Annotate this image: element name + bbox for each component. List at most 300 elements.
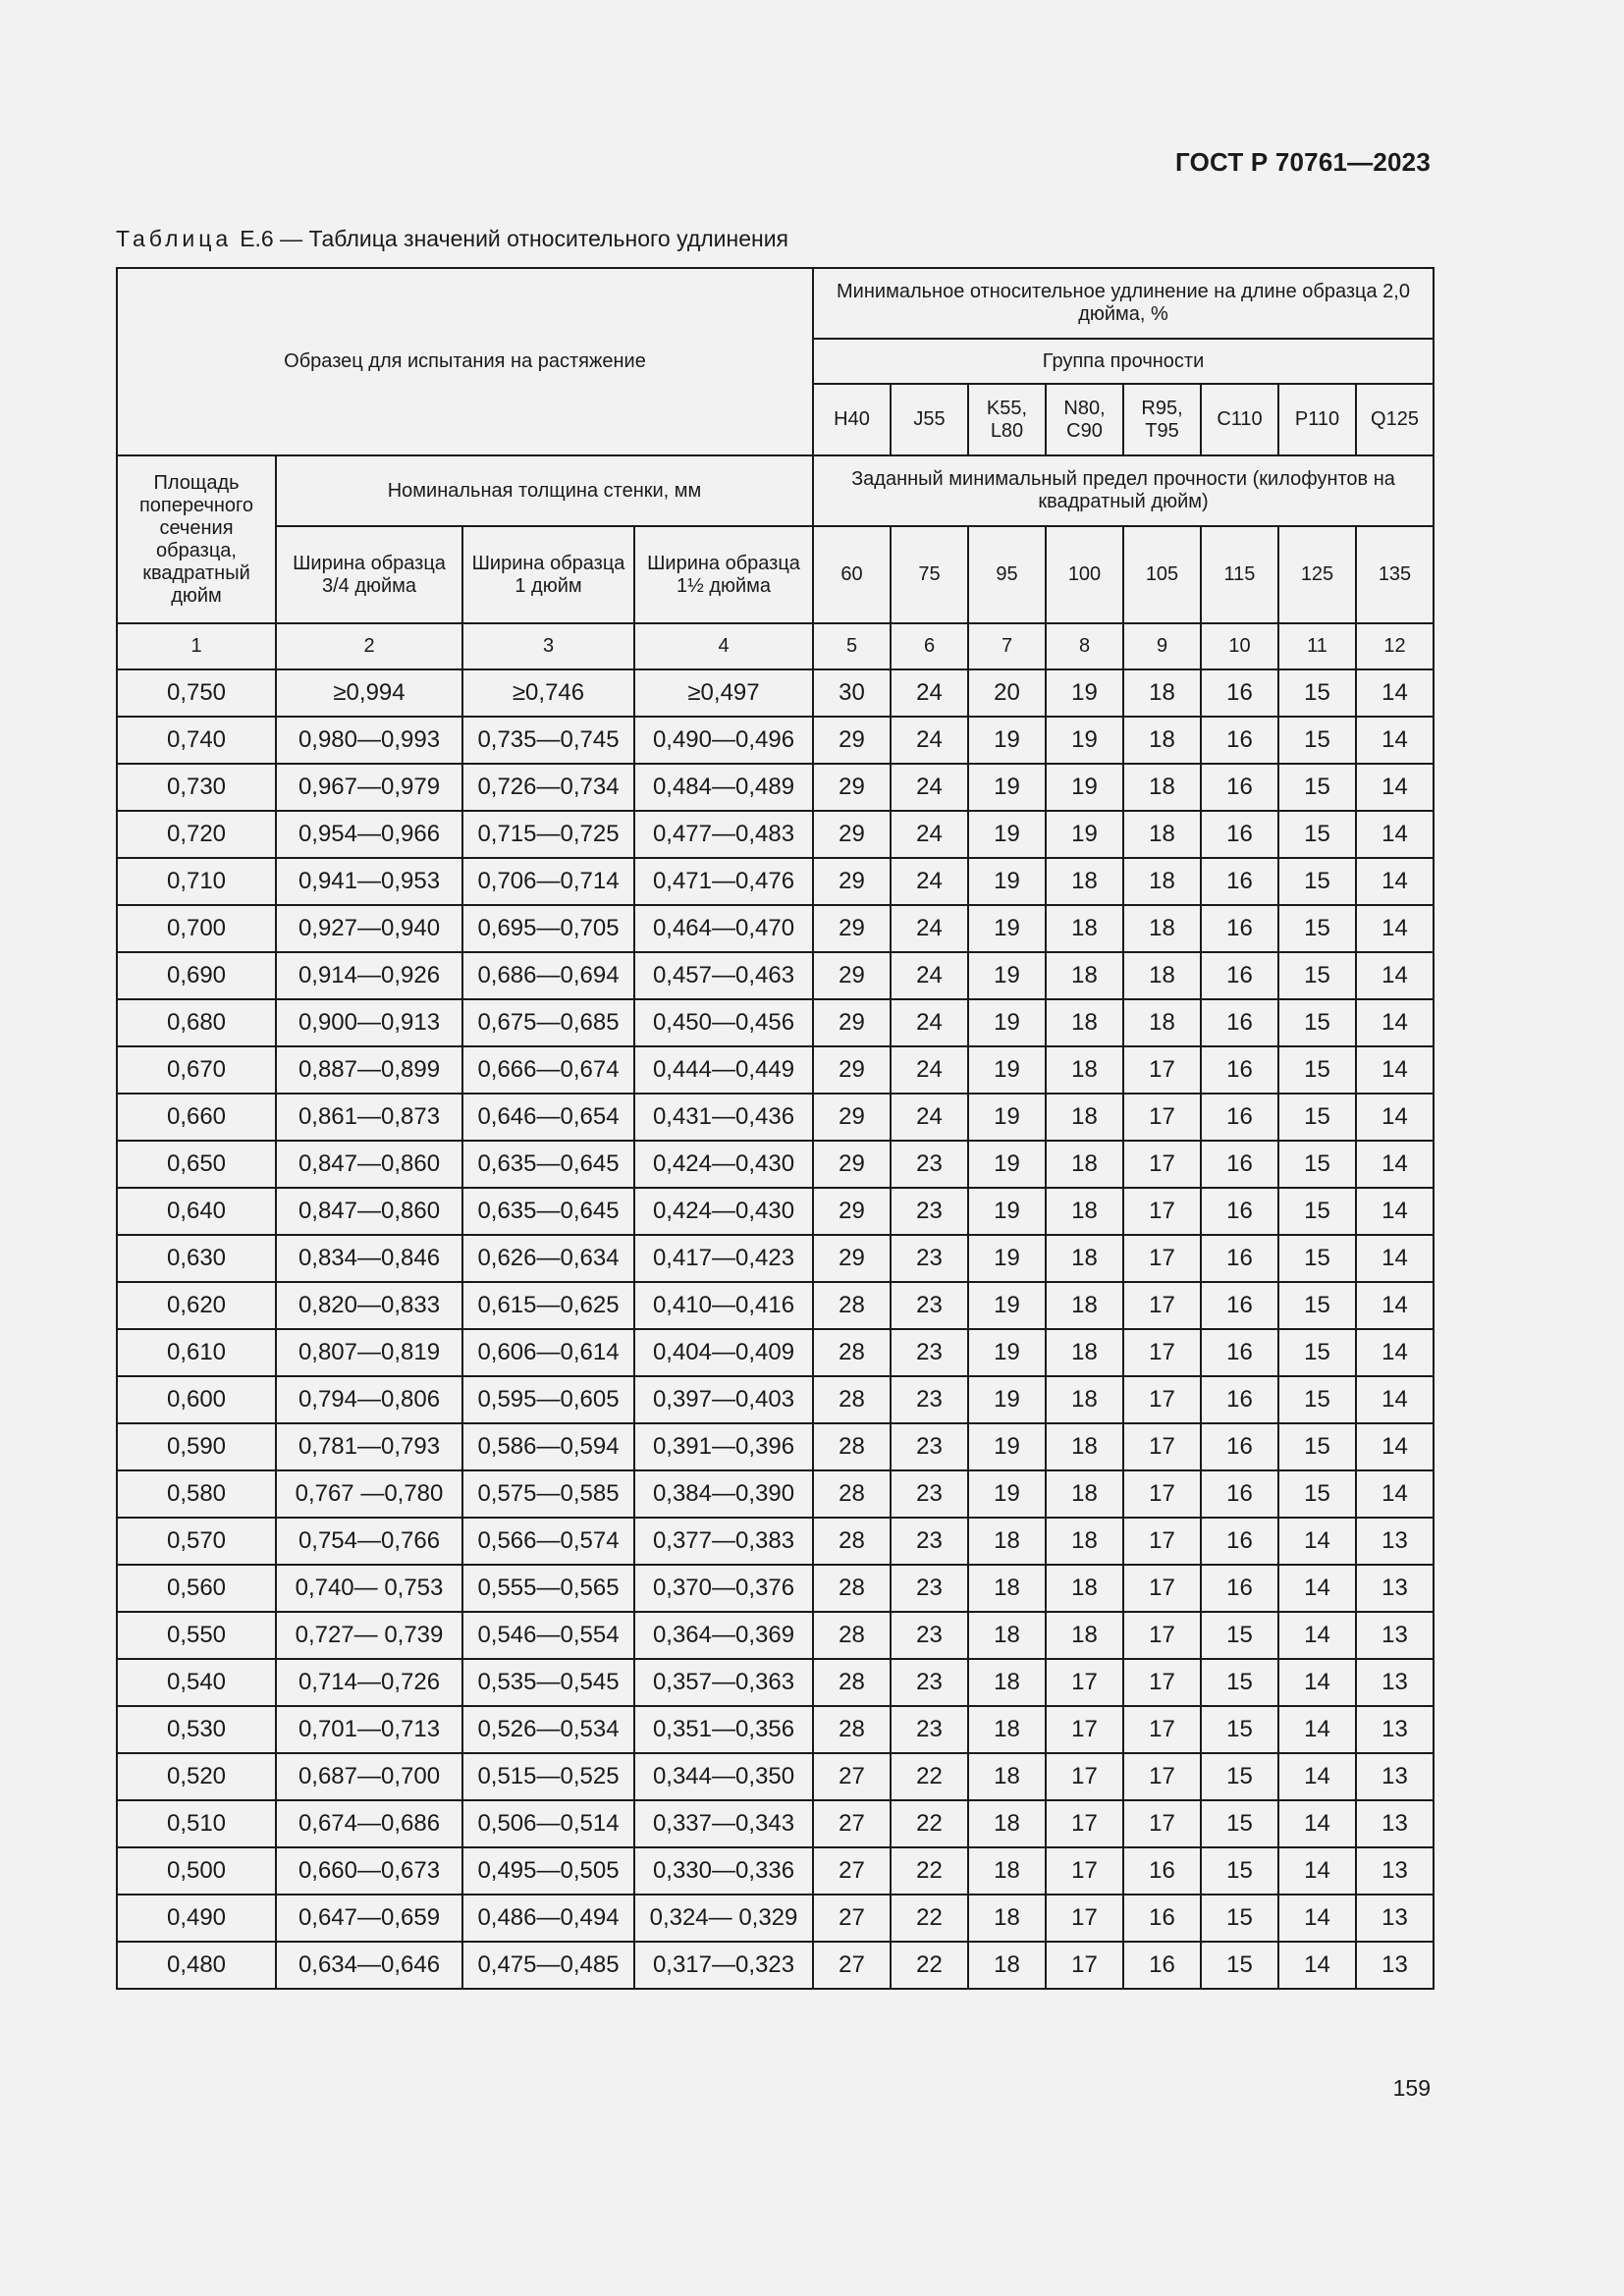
- table-cell: 19: [968, 764, 1046, 811]
- table-cell: 17: [1123, 1518, 1201, 1565]
- table-cell: 16: [1201, 669, 1278, 717]
- table-cell: 0,887—0,899: [276, 1046, 462, 1094]
- page-number: 159: [1392, 2075, 1431, 2101]
- table-cell: 14: [1278, 1706, 1356, 1753]
- table-cell: 0,730: [117, 764, 276, 811]
- table-cell: 0,740: [117, 717, 276, 764]
- table-cell: 23: [891, 1659, 968, 1706]
- table-cell: 0,397—0,403: [634, 1376, 813, 1423]
- table-cell: 0,750: [117, 669, 276, 717]
- table-cell: 24: [891, 669, 968, 717]
- table-cell: 18: [1123, 905, 1201, 952]
- table-cell: 0,820—0,833: [276, 1282, 462, 1329]
- table-row: [117, 1753, 1434, 1800]
- table-cell: 28: [813, 1423, 891, 1470]
- column-number-cell: 10: [1201, 623, 1278, 669]
- table-cell: 0,847—0,860: [276, 1188, 462, 1235]
- table-cell: 13: [1356, 1518, 1434, 1565]
- table-cell: 0,767 —0,780: [276, 1470, 462, 1518]
- table-cell: 0,980—0,993: [276, 717, 462, 764]
- table-cell: 0,586—0,594: [462, 1423, 634, 1470]
- table-cell: 18: [1123, 858, 1201, 905]
- table-cell: 0,520: [117, 1753, 276, 1800]
- table-cell: 16: [1201, 764, 1278, 811]
- table-cell: 28: [813, 1659, 891, 1706]
- table-cell: 16: [1123, 1895, 1201, 1942]
- table-cell: 19: [968, 1188, 1046, 1235]
- width-3-4-header: Ширина образца 3/4 дюйма: [276, 526, 462, 623]
- table-cell: 14: [1278, 1942, 1356, 1989]
- table-cell: 17: [1123, 1282, 1201, 1329]
- table-row: [117, 1659, 1434, 1706]
- table-cell: 29: [813, 1235, 891, 1282]
- table-cell: 23: [891, 1141, 968, 1188]
- table-cell: 23: [891, 1706, 968, 1753]
- table-cell: 15: [1278, 1141, 1356, 1188]
- table-cell: 0,600: [117, 1376, 276, 1423]
- table-cell: 14: [1356, 1423, 1434, 1470]
- table-cell: 17: [1123, 1046, 1201, 1094]
- table-cell: 0,861—0,873: [276, 1094, 462, 1141]
- table-row: [117, 1141, 1434, 1188]
- table-row: [117, 764, 1434, 811]
- table-cell: 0,807—0,819: [276, 1329, 462, 1376]
- table-cell: 29: [813, 1046, 891, 1094]
- table-cell: 29: [813, 999, 891, 1046]
- table-cell: 17: [1046, 1895, 1123, 1942]
- table-cell: 0,357—0,363: [634, 1659, 813, 1706]
- table-cell: 15: [1278, 952, 1356, 999]
- table-cell: 16: [1201, 1141, 1278, 1188]
- table-cell: 0,720: [117, 811, 276, 858]
- table-cell: 0,575—0,585: [462, 1470, 634, 1518]
- table-cell: 0,706—0,714: [462, 858, 634, 905]
- table-cell: 0,515—0,525: [462, 1753, 634, 1800]
- table-cell: 13: [1356, 1706, 1434, 1753]
- table-row: [117, 999, 1434, 1046]
- table-cell: 29: [813, 717, 891, 764]
- table-cell: 0,550: [117, 1612, 276, 1659]
- table-row: [117, 905, 1434, 952]
- table-cell: 0,735—0,745: [462, 717, 634, 764]
- table-cell: 0,484—0,489: [634, 764, 813, 811]
- table-cell: 0,324— 0,329: [634, 1895, 813, 1942]
- table-cell: 0,444—0,449: [634, 1046, 813, 1094]
- table-cell: 18: [1046, 1376, 1123, 1423]
- table-row: [117, 811, 1434, 858]
- table-cell: 0,610: [117, 1329, 276, 1376]
- min-strength-cell: 135: [1356, 526, 1434, 623]
- table-cell: 23: [891, 1518, 968, 1565]
- table-cell: 19: [968, 952, 1046, 999]
- table-cell: 14: [1356, 669, 1434, 717]
- table-cell: 16: [1201, 717, 1278, 764]
- table-cell: 19: [968, 1141, 1046, 1188]
- table-cell: 18: [968, 1847, 1046, 1895]
- table-cell: 0,606—0,614: [462, 1329, 634, 1376]
- table-cell: 0,900—0,913: [276, 999, 462, 1046]
- table-cell: 0,344—0,350: [634, 1753, 813, 1800]
- table-cell: 0,590: [117, 1423, 276, 1470]
- table-cell: 13: [1356, 1565, 1434, 1612]
- table-cell: 22: [891, 1895, 968, 1942]
- table-cell: 13: [1356, 1847, 1434, 1895]
- wall-thickness-header: Номинальная толщина стенки, мм: [276, 455, 813, 526]
- table-cell: 27: [813, 1753, 891, 1800]
- table-cell: 16: [1201, 1518, 1278, 1565]
- table-cell: 0,431—0,436: [634, 1094, 813, 1141]
- table-cell: 0,330—0,336: [634, 1847, 813, 1895]
- min-strength-header: Заданный минимальный предел прочности (килофунтов на квадратный дюйм): [813, 455, 1434, 526]
- table-cell: 14: [1356, 1141, 1434, 1188]
- table-cell: 16: [1201, 905, 1278, 952]
- table-cell: 0,500: [117, 1847, 276, 1895]
- table-cell: 18: [968, 1942, 1046, 1989]
- table-cell: 18: [1046, 1046, 1123, 1094]
- widths-row: [117, 526, 1434, 623]
- table-cell: 0,726—0,734: [462, 764, 634, 811]
- table-cell: 0,510: [117, 1800, 276, 1847]
- table-cell: ≥0,497: [634, 669, 813, 717]
- table-row: [117, 1329, 1434, 1376]
- table-cell: 0,666—0,674: [462, 1046, 634, 1094]
- table-caption: [116, 226, 788, 252]
- column-number-cell: 1: [117, 623, 276, 669]
- table-cell: 14: [1278, 1753, 1356, 1800]
- table-cell: 0,495—0,505: [462, 1847, 634, 1895]
- table-cell: 0,674—0,686: [276, 1800, 462, 1847]
- table-cell: 24: [891, 1046, 968, 1094]
- table-cell: 0,457—0,463: [634, 952, 813, 999]
- table-cell: 0,715—0,725: [462, 811, 634, 858]
- table-cell: 0,364—0,369: [634, 1612, 813, 1659]
- table-cell: 27: [813, 1847, 891, 1895]
- table-cell: 13: [1356, 1895, 1434, 1942]
- table-cell: 20: [968, 669, 1046, 717]
- table-cell: 15: [1278, 858, 1356, 905]
- table-cell: 24: [891, 999, 968, 1046]
- table-cell: 18: [968, 1565, 1046, 1612]
- column-number-cell: 3: [462, 623, 634, 669]
- table-cell: 14: [1278, 1612, 1356, 1659]
- table-cell: 0,834—0,846: [276, 1235, 462, 1282]
- table-cell: 19: [968, 1046, 1046, 1094]
- table-cell: 0,424—0,430: [634, 1188, 813, 1235]
- table-cell: 14: [1356, 999, 1434, 1046]
- table-cell: 0,635—0,645: [462, 1188, 634, 1235]
- table-cell: 0,580: [117, 1470, 276, 1518]
- table-cell: 18: [968, 1518, 1046, 1565]
- table-cell: 16: [1201, 1376, 1278, 1423]
- table-cell: 0,490—0,496: [634, 717, 813, 764]
- table-cell: 18: [1046, 858, 1123, 905]
- table-cell: 18: [1046, 1565, 1123, 1612]
- table-cell: 17: [1123, 1141, 1201, 1188]
- table-cell: 17: [1046, 1847, 1123, 1895]
- table-cell: 0,954—0,966: [276, 811, 462, 858]
- table-cell: 16: [1201, 811, 1278, 858]
- table-cell: 18: [1123, 764, 1201, 811]
- table-cell: 17: [1123, 1423, 1201, 1470]
- table-cell: 15: [1201, 1612, 1278, 1659]
- table-cell: 28: [813, 1329, 891, 1376]
- table-cell: 19: [968, 1235, 1046, 1282]
- table-cell: 14: [1356, 1282, 1434, 1329]
- table-cell: 0,714—0,726: [276, 1659, 462, 1706]
- table-cell: 14: [1356, 1188, 1434, 1235]
- column-number-cell: 11: [1278, 623, 1356, 669]
- table-cell: 17: [1123, 1800, 1201, 1847]
- table-cell: 29: [813, 764, 891, 811]
- table-cell: 0,417—0,423: [634, 1235, 813, 1282]
- table-cell: 16: [1201, 858, 1278, 905]
- table-cell: 15: [1278, 999, 1356, 1046]
- table-cell: 0,410—0,416: [634, 1282, 813, 1329]
- table-cell: 0,650: [117, 1141, 276, 1188]
- table-cell: 18: [1046, 1094, 1123, 1141]
- table-cell: 23: [891, 1376, 968, 1423]
- table-cell: 17: [1046, 1753, 1123, 1800]
- table-cell: 18: [968, 1659, 1046, 1706]
- table-cell: 19: [968, 1094, 1046, 1141]
- table-cell: 28: [813, 1470, 891, 1518]
- table-cell: 15: [1278, 1094, 1356, 1141]
- table-cell: 0,351—0,356: [634, 1706, 813, 1753]
- strength-group-cell: Н40: [813, 384, 891, 455]
- table-cell: 18: [1046, 1612, 1123, 1659]
- table-cell: 0,630: [117, 1235, 276, 1282]
- table-body: [117, 669, 1434, 1989]
- table-cell: 0,687—0,700: [276, 1753, 462, 1800]
- table-cell: 0,450—0,456: [634, 999, 813, 1046]
- table-cell: 29: [813, 952, 891, 999]
- table-cell: 18: [1046, 952, 1123, 999]
- strength-group-cell: K55, L80: [968, 384, 1046, 455]
- table-row: [117, 1942, 1434, 1989]
- table-row: [117, 1282, 1434, 1329]
- column-number-cell: 9: [1123, 623, 1201, 669]
- table-cell: 16: [1201, 1470, 1278, 1518]
- table-cell: 17: [1123, 1753, 1201, 1800]
- column-number-cell: 5: [813, 623, 891, 669]
- table-cell: 13: [1356, 1942, 1434, 1989]
- table-cell: 16: [1201, 1423, 1278, 1470]
- column-number-cell: 12: [1356, 623, 1434, 669]
- table-cell: 18: [968, 1612, 1046, 1659]
- table-cell: 0,535—0,545: [462, 1659, 634, 1706]
- table-cell: 18: [968, 1753, 1046, 1800]
- min-strength-cell: 115: [1201, 526, 1278, 623]
- column-number-cell: 8: [1046, 623, 1123, 669]
- table-cell: 14: [1356, 858, 1434, 905]
- table-cell: 0,927—0,940: [276, 905, 462, 952]
- table-cell: 29: [813, 1141, 891, 1188]
- strength-group-cell: C110: [1201, 384, 1278, 455]
- min-strength-cell: 75: [891, 526, 968, 623]
- table-cell: 0,635—0,645: [462, 1141, 634, 1188]
- table-cell: 0,377—0,383: [634, 1518, 813, 1565]
- table-cell: 19: [1046, 764, 1123, 811]
- table-cell: 19: [968, 1329, 1046, 1376]
- table-cell: 16: [1201, 1565, 1278, 1612]
- table-cell: 14: [1356, 1470, 1434, 1518]
- table-cell: 14: [1356, 717, 1434, 764]
- table-cell: 0,680: [117, 999, 276, 1046]
- strength-group-cell: N80, C90: [1046, 384, 1123, 455]
- table-cell: 18: [1046, 1329, 1123, 1376]
- table-cell: 0,595—0,605: [462, 1376, 634, 1423]
- min-strength-cell: 100: [1046, 526, 1123, 623]
- caption-label: Таблица: [116, 226, 233, 251]
- table-cell: 14: [1278, 1565, 1356, 1612]
- table-cell: 17: [1123, 1235, 1201, 1282]
- table-cell: 29: [813, 905, 891, 952]
- table-cell: 19: [968, 905, 1046, 952]
- table-row: [117, 1847, 1434, 1895]
- table-cell: 16: [1201, 999, 1278, 1046]
- table-cell: 16: [1123, 1942, 1201, 1989]
- table-cell: 0,620: [117, 1282, 276, 1329]
- table-cell: 14: [1278, 1800, 1356, 1847]
- column-number-cell: 6: [891, 623, 968, 669]
- table-cell: 15: [1278, 1046, 1356, 1094]
- table-cell: 17: [1123, 1329, 1201, 1376]
- table-row: [117, 1376, 1434, 1423]
- table-cell: 15: [1278, 1188, 1356, 1235]
- table-cell: 18: [968, 1895, 1046, 1942]
- table-cell: 0,566—0,574: [462, 1518, 634, 1565]
- table-cell: 15: [1278, 764, 1356, 811]
- table-cell: 23: [891, 1423, 968, 1470]
- table-cell: 0,626—0,634: [462, 1235, 634, 1282]
- table-cell: 28: [813, 1612, 891, 1659]
- table-cell: 23: [891, 1329, 968, 1376]
- table-cell: 28: [813, 1518, 891, 1565]
- table-cell: 0,486—0,494: [462, 1895, 634, 1942]
- table-row: [117, 858, 1434, 905]
- table-cell: 17: [1046, 1706, 1123, 1753]
- table-cell: 18: [1046, 1470, 1123, 1518]
- table-cell: 22: [891, 1800, 968, 1847]
- table-cell: 0,337—0,343: [634, 1800, 813, 1847]
- table-cell: 14: [1356, 1094, 1434, 1141]
- table-cell: 0,740— 0,753: [276, 1565, 462, 1612]
- table-cell: 23: [891, 1565, 968, 1612]
- strength-group-header: Группа прочности: [813, 339, 1434, 384]
- table-row: [117, 1235, 1434, 1282]
- table-cell: 0,646—0,654: [462, 1094, 634, 1141]
- table-cell: 15: [1278, 1235, 1356, 1282]
- table-cell: 16: [1201, 1094, 1278, 1141]
- table-row: [117, 1094, 1434, 1141]
- table-cell: 0,695—0,705: [462, 905, 634, 952]
- table-cell: 13: [1356, 1753, 1434, 1800]
- table-row: [117, 1612, 1434, 1659]
- table-cell: 17: [1046, 1800, 1123, 1847]
- table-cell: 0,967—0,979: [276, 764, 462, 811]
- table-cell: 0,675—0,685: [462, 999, 634, 1046]
- table-cell: 18: [968, 1800, 1046, 1847]
- table-cell: 0,471—0,476: [634, 858, 813, 905]
- table-row: [117, 669, 1434, 717]
- table-cell: 29: [813, 811, 891, 858]
- table-cell: 19: [1046, 811, 1123, 858]
- table-cell: 15: [1278, 811, 1356, 858]
- table-cell: 27: [813, 1800, 891, 1847]
- table-cell: 28: [813, 1706, 891, 1753]
- table-cell: 0,506—0,514: [462, 1800, 634, 1847]
- table-cell: 14: [1278, 1847, 1356, 1895]
- table-cell: 18: [1046, 1518, 1123, 1565]
- table-cell: 16: [1123, 1847, 1201, 1895]
- table-cell: 0,634—0,646: [276, 1942, 462, 1989]
- table-cell: 28: [813, 1376, 891, 1423]
- table-cell: 17: [1123, 1470, 1201, 1518]
- table-cell: ≥0,994: [276, 669, 462, 717]
- table-cell: 0,384—0,390: [634, 1470, 813, 1518]
- table-cell: 16: [1201, 952, 1278, 999]
- area-header: Площадь поперечного сечения образца, квадратный дюйм: [117, 455, 276, 623]
- table-cell: 19: [968, 717, 1046, 764]
- table-cell: 15: [1278, 1470, 1356, 1518]
- table-cell: 16: [1201, 1188, 1278, 1235]
- table-cell: 0,317—0,323: [634, 1942, 813, 1989]
- table-cell: 18: [1123, 717, 1201, 764]
- table-cell: 27: [813, 1942, 891, 1989]
- table-cell: 15: [1278, 717, 1356, 764]
- table-cell: 0,555—0,565: [462, 1565, 634, 1612]
- table-cell: 0,530: [117, 1706, 276, 1753]
- min-strength-cell: 95: [968, 526, 1046, 623]
- table-cell: 22: [891, 1847, 968, 1895]
- table-cell: 0,701—0,713: [276, 1706, 462, 1753]
- table-cell: 19: [1046, 717, 1123, 764]
- table-cell: 0,640: [117, 1188, 276, 1235]
- table-cell: 24: [891, 811, 968, 858]
- table-row: [117, 1706, 1434, 1753]
- table-cell: 18: [1046, 1188, 1123, 1235]
- table-cell: 19: [968, 858, 1046, 905]
- table-row: [117, 1895, 1434, 1942]
- table-cell: 19: [968, 1282, 1046, 1329]
- strength-group-cell: J55: [891, 384, 968, 455]
- strength-group-cell: R95, T95: [1123, 384, 1201, 455]
- table-cell: 0,754—0,766: [276, 1518, 462, 1565]
- table-cell: 0,480: [117, 1942, 276, 1989]
- table-cell: 15: [1201, 1847, 1278, 1895]
- table-cell: 17: [1123, 1188, 1201, 1235]
- table-cell: 0,370—0,376: [634, 1565, 813, 1612]
- min-elongation-header: Минимальное относительное удлинение на длине образца 2,0 дюйма, %: [813, 268, 1434, 339]
- table-cell: 15: [1278, 669, 1356, 717]
- table-cell: 14: [1278, 1659, 1356, 1706]
- table-cell: 15: [1201, 1659, 1278, 1706]
- table-cell: 14: [1356, 1235, 1434, 1282]
- table-row: [117, 1423, 1434, 1470]
- table-cell: 0,570: [117, 1518, 276, 1565]
- table-cell: 24: [891, 764, 968, 811]
- table-cell: 0,690: [117, 952, 276, 999]
- table-cell: 15: [1278, 905, 1356, 952]
- table-cell: 14: [1356, 1376, 1434, 1423]
- strength-group-cell: Q125: [1356, 384, 1434, 455]
- table-cell: 0,647—0,659: [276, 1895, 462, 1942]
- elongation-table: [116, 267, 1435, 1990]
- table-cell: 19: [968, 999, 1046, 1046]
- table-cell: 0,710: [117, 858, 276, 905]
- table-cell: 19: [1046, 669, 1123, 717]
- table-cell: 0,794—0,806: [276, 1376, 462, 1423]
